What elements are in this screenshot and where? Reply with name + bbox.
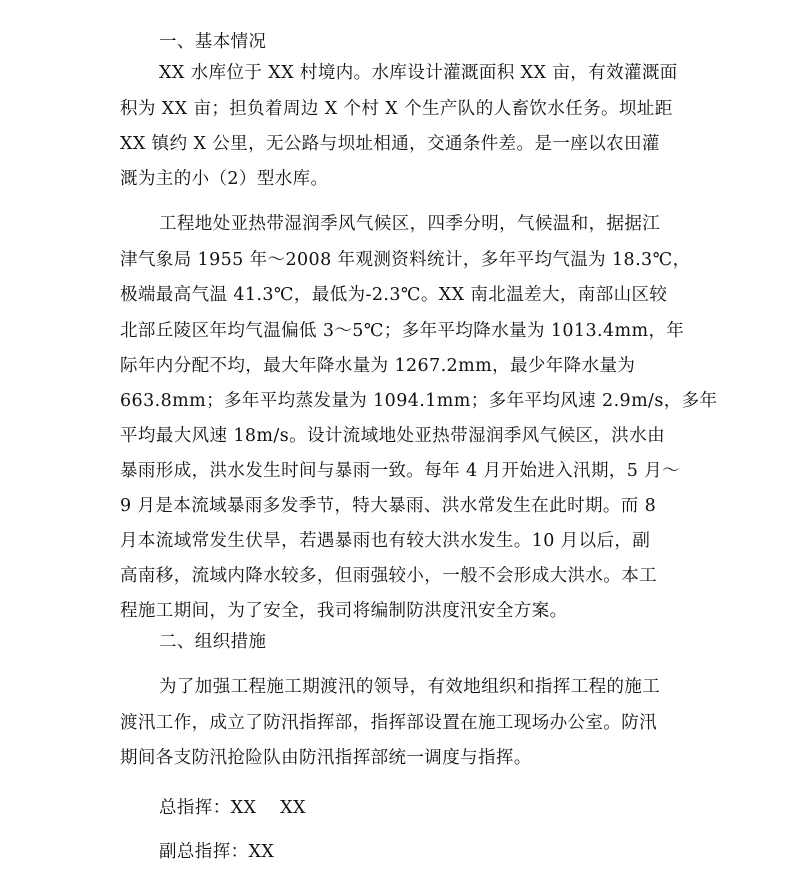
paragraph-line: 期间各支防汛抢险队由防汛指挥部统一调度与指挥。 (120, 748, 532, 768)
paragraph-line: 溉为主的小（2）型水库。 (120, 169, 329, 189)
paragraph-line: 高南移，流域内降水较多，但雨强较小，一般不会形成大洪水。本工 (120, 566, 657, 586)
deputy-commander-line: 副总指挥：XX (159, 842, 275, 862)
paragraph-line: 暴雨形成，洪水发生时间与暴雨一致。每年 4 月开始进入汛期，5 月～ (120, 461, 681, 481)
paragraph-line: 际年内分配不均，最大年降水量为 1267.2mm，最少年降水量为 (120, 356, 636, 376)
paragraph-line: XX 水库位于 XX 村境内。水库设计灌溉面积 XX 亩，有效灌溉面 (159, 63, 678, 83)
paragraph-line: XX 镇约 X 公里，无公路与坝址相通，交通条件差。是一座以农田灌 (120, 134, 660, 154)
paragraph-line: 月本流域常发生伏旱，若遇暴雨也有较大洪水发生。10 月以后，副 (120, 531, 651, 551)
paragraph-line: 9 月是本流域暴雨多发季节，特大暴雨、洪水常发生在此时期。而 8 (120, 496, 657, 516)
paragraph-line: 北部丘陵区年均气温偏低 3～5℃；多年平均降水量为 1013.4mm，年 (120, 321, 685, 341)
paragraph-line: 平均最大风速 18m/s。设计流域地处亚热带湿润季风气候区，洪水由 (120, 426, 665, 446)
paragraph-line: 程施工期间，为了安全，我司将编制防洪度汛安全方案。 (120, 601, 568, 621)
paragraph-line: 工程地处亚热带湿润季风气候区，四季分明，气候温和，据据江 (159, 214, 661, 234)
section-heading-basic-info: 一、基本情况 (159, 32, 267, 52)
section-heading-organization: 二、组织措施 (159, 632, 267, 652)
paragraph-line: 渡汛工作，成立了防汛指挥部，指挥部设置在施工现场办公室。防汛 (120, 713, 657, 733)
commander-line: 总指挥：XX XX (159, 798, 306, 818)
paragraph-line: 津气象局 1955 年～2008 年观测资料统计，多年平均气温为 18.3℃， (120, 250, 691, 270)
paragraph-line: 极端最高气温 41.3℃，最低为-2.3℃。XX 南北温差大，南部山区较 (120, 285, 668, 305)
paragraph-line: 663.8mm；多年平均蒸发量为 1094.1mm；多年平均风速 2.9m/s，多年 (120, 391, 718, 411)
paragraph-line: 积为 XX 亩；担负着周边 X 个村 X 个生产队的人畜饮水任务。坝址距 (120, 99, 673, 119)
paragraph-line: 为了加强工程施工期渡汛的领导，有效地组织和指挥工程的施工 (159, 677, 661, 697)
